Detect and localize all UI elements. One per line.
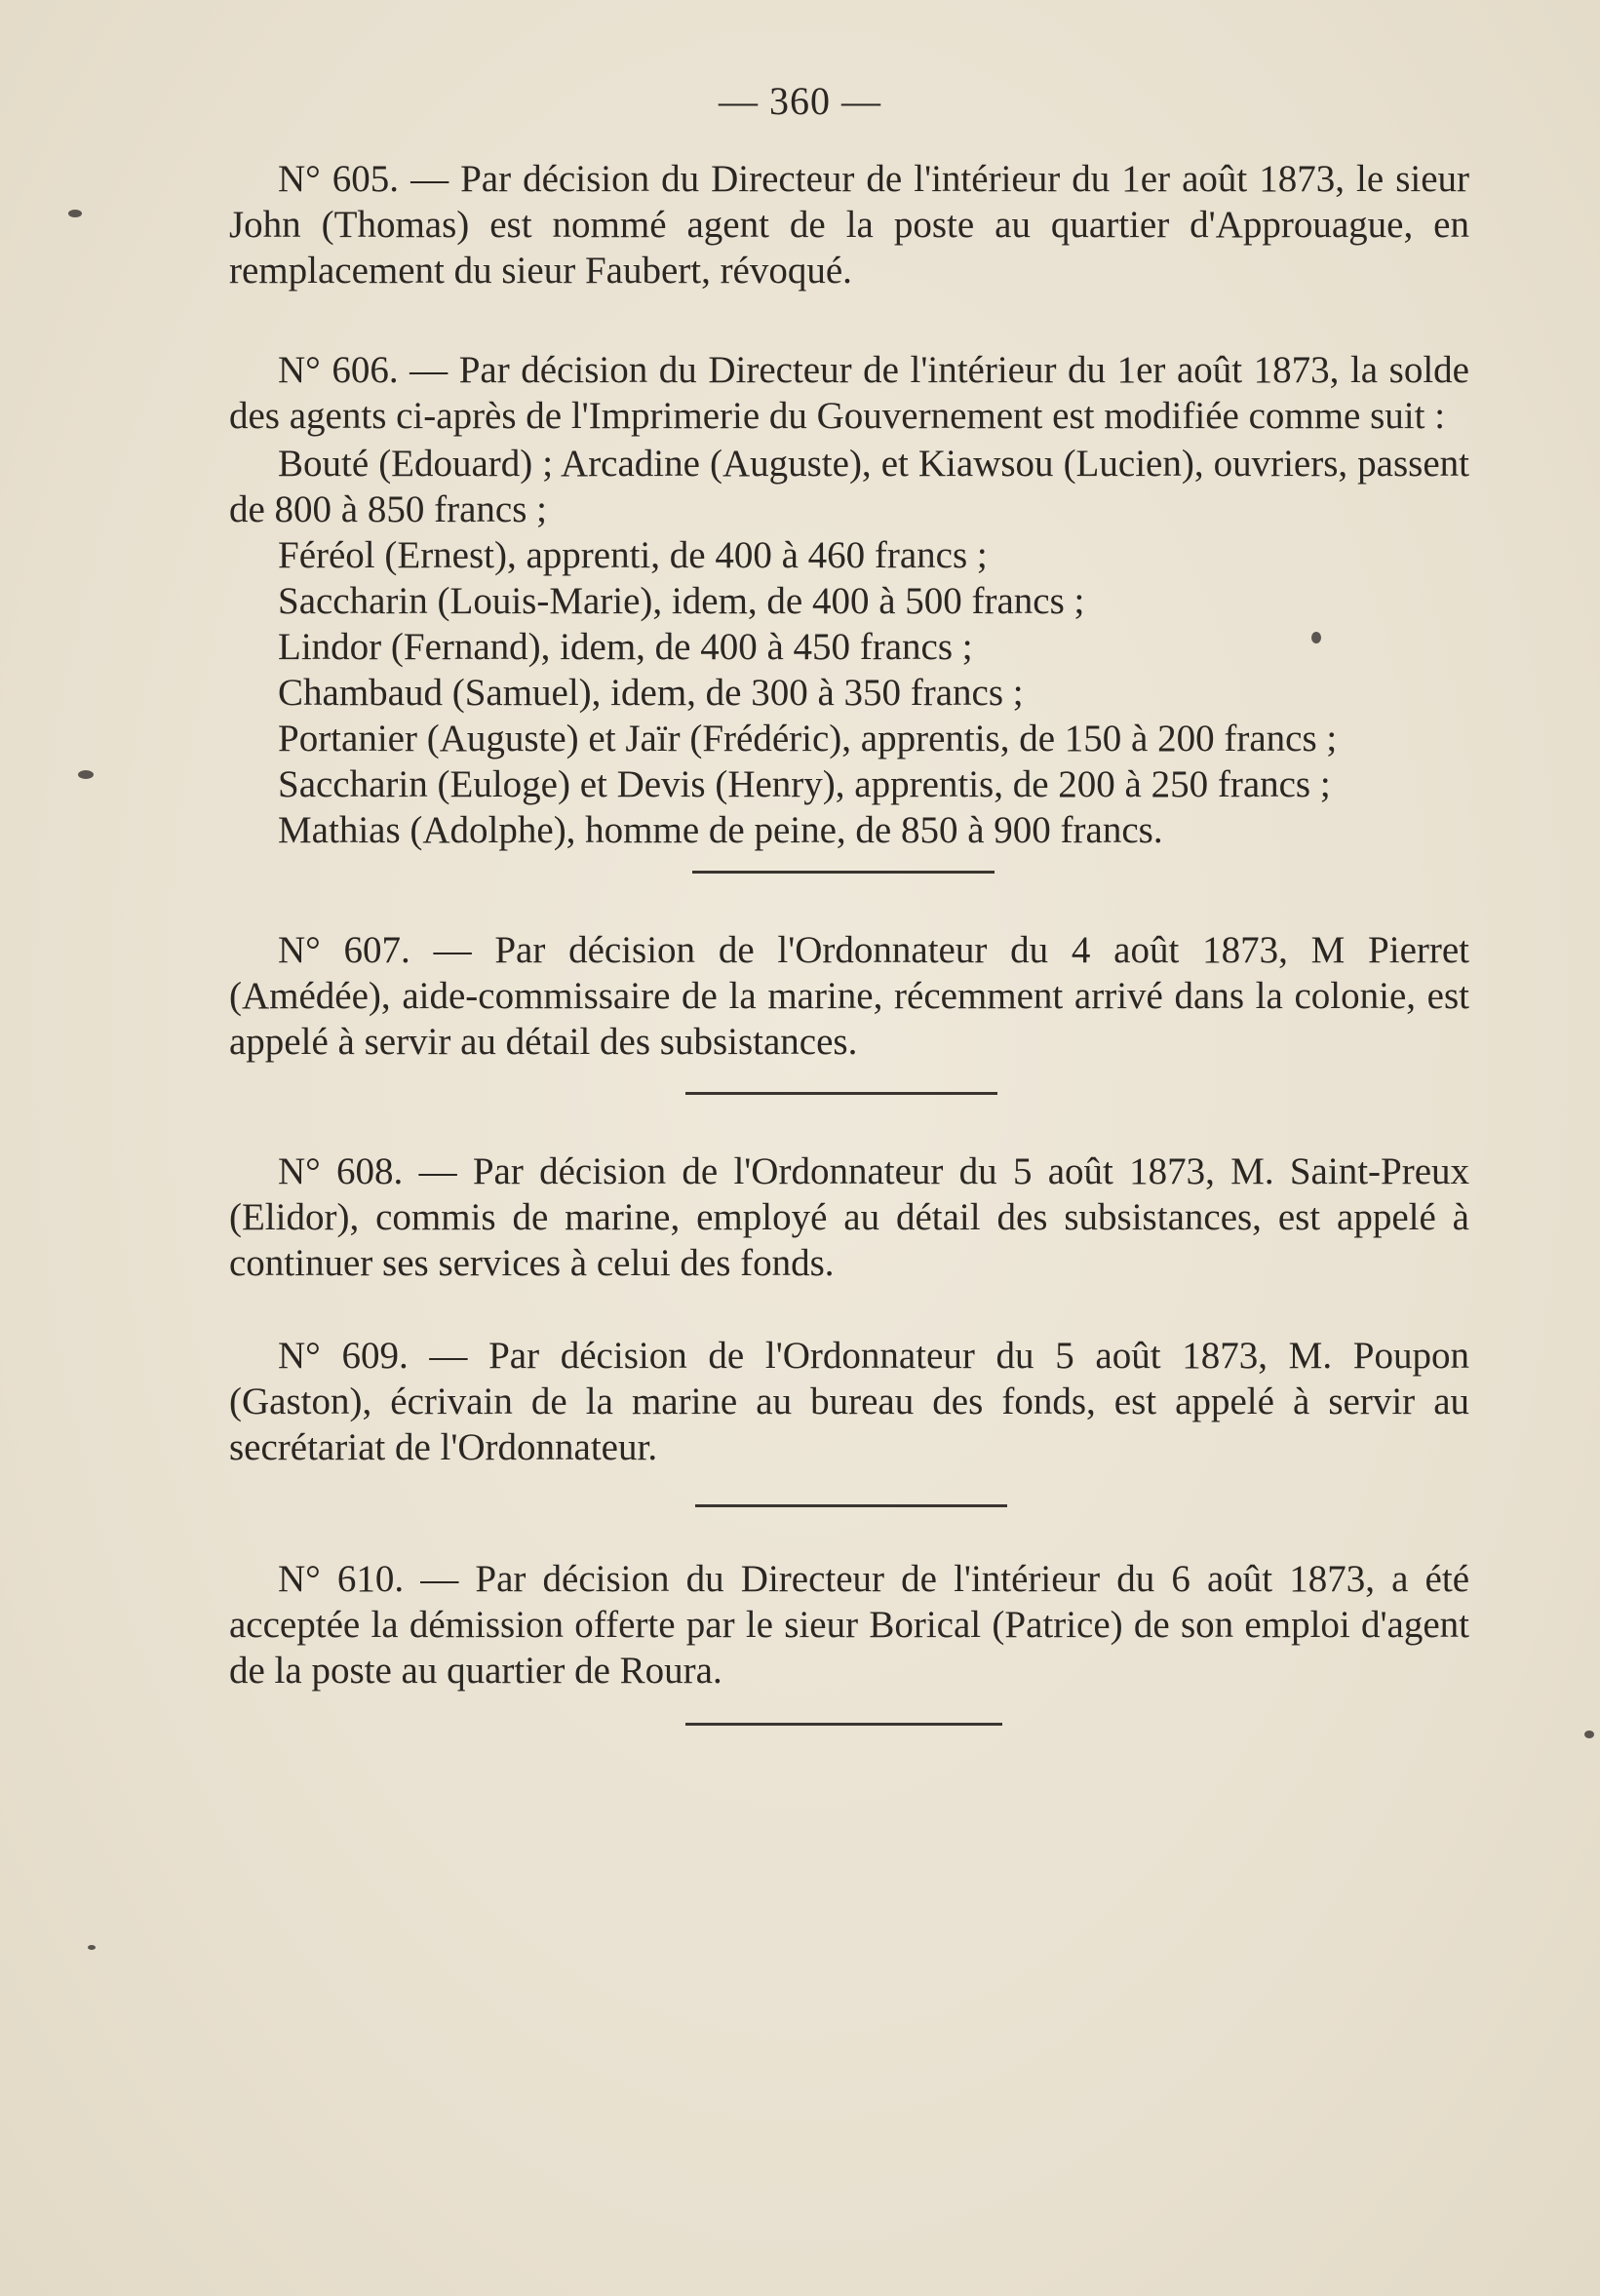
section-divider <box>692 871 995 874</box>
section-divider <box>695 1504 1007 1507</box>
section-divider <box>685 1723 1002 1726</box>
entry-text: — Par décision du Directeur de l'intérieur du 6 août 1873, a été acceptée la démission offerte par le sieur Borical (Patrice) de son emploi d'agent de la poste au quartier de Roura. <box>229 1558 1470 1692</box>
entry-609 <box>229 1333 1469 1470</box>
ink-speck <box>78 770 94 779</box>
entry-605 <box>229 156 1469 293</box>
ink-speck <box>88 1945 96 1950</box>
page-number: — 360 — <box>719 79 881 123</box>
entry-610 <box>229 1556 1469 1693</box>
entry-608 <box>229 1148 1469 1286</box>
entry-number: N° 606. <box>278 349 399 391</box>
entry-number: N° 609. <box>278 1335 409 1377</box>
entry-number: N° 605. <box>278 158 400 200</box>
list-item: Bouté (Edouard) ; Arcadine (Auguste), et Kiawsou (Lucien), ouvriers, passent de 800 à 850 francs ; <box>229 443 1469 530</box>
list-item: Portanier (Auguste) et Jaïr (Frédéric), apprentis, de 150 à 200 francs ; <box>278 718 1338 759</box>
ink-speck <box>68 210 82 217</box>
entry-number: N° 607. <box>278 929 410 971</box>
entry-606 <box>229 347 1469 439</box>
entry-text: — Par décision de l'Ordonnateur du 4 août 1873, M Pierret (Amédée), aide-commissaire de la marine, récemment arrivé dans la colonie, est appelé à servir au détail des subsistances. <box>229 929 1469 1063</box>
list-item: Saccharin (Euloge) et Devis (Henry), apprentis, de 200 à 250 francs ; <box>278 763 1331 805</box>
list-item: Mathias (Adolphe), homme de peine, de 850 à 900 francs. <box>278 809 1163 851</box>
list-item: Lindor (Fernand), idem, de 400 à 450 francs ; <box>278 626 973 668</box>
list-item: Saccharin (Louis-Marie), idem, de 400 à 500 francs ; <box>278 580 1085 622</box>
entry-text: — Par décision de l'Ordonnateur du 5 août 1873, M. Saint-Preux (Elidor), commis de marine, employé au détail des subsistances, est appelé à continuer ses services à celui des fonds. <box>229 1150 1470 1284</box>
section-divider <box>685 1092 997 1095</box>
entry-number: N° 608. <box>278 1150 404 1192</box>
entry-text: — Par décision du Directeur de l'intérieur du 1er août 1873, le sieur John (Thomas) est nommé agent de la poste au quartier d'Approuague, en remplacement du sieur Faubert, révoqué. <box>229 158 1470 292</box>
list-item: Chambaud (Samuel), idem, de 300 à 350 francs ; <box>278 672 1024 714</box>
entry-607 <box>229 927 1469 1065</box>
salary-list <box>229 441 1469 853</box>
ink-speck <box>1311 632 1321 643</box>
list-item: Féréol (Ernest), apprenti, de 400 à 460 francs ; <box>278 534 988 576</box>
entry-text: — Par décision de l'Ordonnateur du 5 août 1873, M. Poupon (Gaston), écrivain de la marine au bureau des fonds, est appelé à servir au secrétariat de l'Ordonnateur. <box>229 1335 1469 1468</box>
ink-speck <box>1584 1731 1594 1738</box>
entry-text: — Par décision du Directeur de l'intérieur du 1er août 1873, la solde des agents ci-après de l'Imprimerie du Gouvernement est modifiée comme suit : <box>229 349 1469 437</box>
entry-number: N° 610. <box>278 1558 405 1600</box>
page-body <box>229 156 1469 1726</box>
